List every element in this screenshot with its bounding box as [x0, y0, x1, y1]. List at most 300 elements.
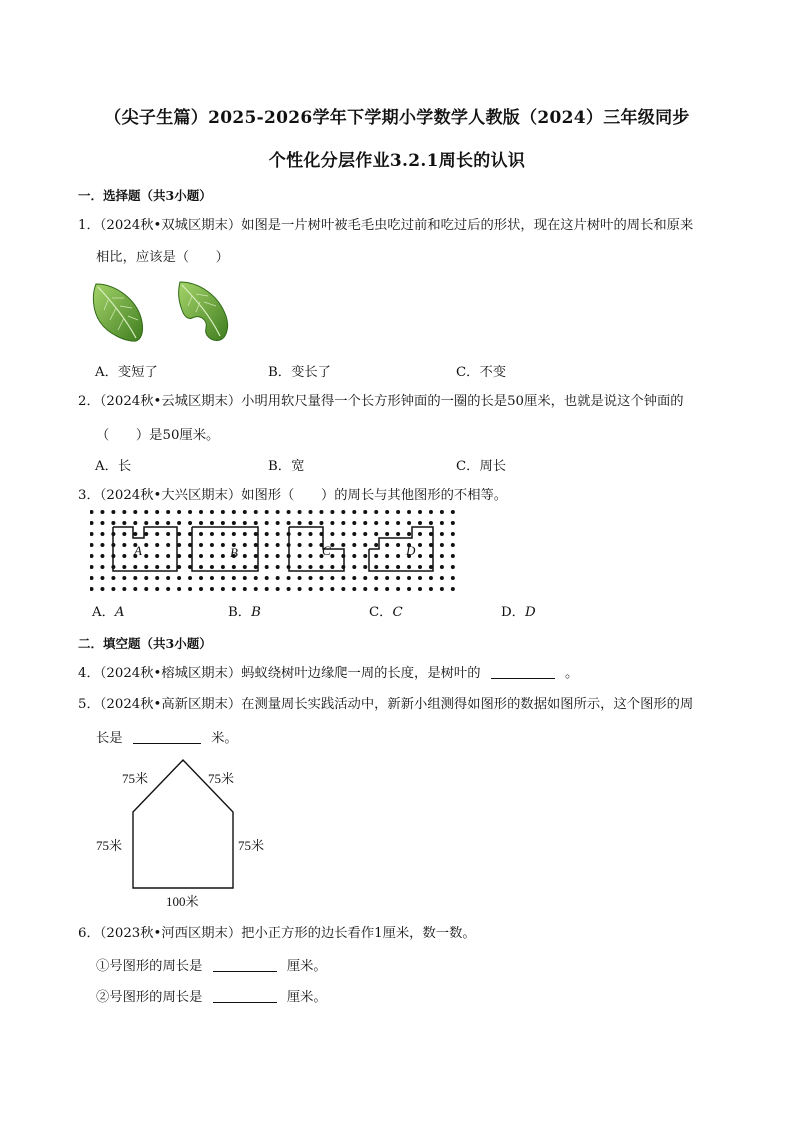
grid-dot — [199, 510, 203, 514]
grid-dot — [374, 543, 378, 547]
grid-dot — [210, 554, 214, 558]
grid-dot — [341, 587, 345, 591]
grid-dot — [341, 532, 345, 536]
grid-dot — [177, 510, 181, 514]
grid-dot — [265, 554, 269, 558]
q3-option-b-prefix: B． — [228, 605, 252, 620]
grid-dot — [341, 576, 345, 580]
q3-option-a-letter: A — [114, 605, 125, 620]
grid-dot — [254, 532, 258, 536]
grid-dot — [188, 510, 192, 514]
grid-dot — [100, 576, 104, 580]
grid-dot — [418, 554, 422, 558]
grid-dot — [407, 521, 411, 525]
grid-dot — [363, 565, 367, 569]
grid-dot — [276, 510, 280, 514]
q5-text-a: 长是 — [96, 731, 123, 746]
grid-dot — [330, 543, 334, 547]
grid-dot — [429, 576, 433, 580]
q6-sub1-answer-blank[interactable] — [213, 957, 277, 972]
q1-option-a[interactable]: A．变短了 — [95, 365, 158, 380]
q1-text-line2: 相比，应该是（ ） — [96, 250, 229, 265]
label-roof-left: 75米 — [122, 771, 149, 786]
grid-dot — [341, 521, 345, 525]
grid-dot — [232, 587, 236, 591]
grid-dot — [177, 587, 181, 591]
grid-dot — [385, 554, 389, 558]
page-title-line1: （尖子生篇）2025-2026学年下学期小学数学人教版（2024）三年级同步 — [104, 108, 690, 128]
grid-dot — [363, 510, 367, 514]
q3-option-c-letter: C — [392, 605, 403, 620]
grid-dot — [90, 554, 94, 558]
grid-dot — [122, 587, 126, 591]
label-wall-left: 75米 — [96, 838, 123, 853]
grid-dot — [111, 587, 115, 591]
grid-dot — [396, 532, 400, 536]
grid-dot — [276, 543, 280, 547]
grid-dot — [265, 521, 269, 525]
grid-dot — [276, 576, 280, 580]
q6-sub1 — [96, 955, 327, 974]
grid-dot — [166, 576, 170, 580]
grid-dot — [155, 532, 159, 536]
grid-dot — [100, 554, 104, 558]
grid-dot — [232, 532, 236, 536]
label-base: 100米 — [166, 894, 199, 909]
grid-dot — [374, 510, 378, 514]
shape-c-outline — [289, 527, 344, 571]
grid-dot — [352, 543, 356, 547]
grid-dot — [243, 587, 247, 591]
grid-dot — [451, 510, 455, 514]
grid-dot — [111, 576, 115, 580]
grid-dot — [440, 521, 444, 525]
grid-dot — [221, 532, 225, 536]
grid-dot — [352, 521, 356, 525]
grid-dot — [309, 576, 313, 580]
grid-dot — [221, 521, 225, 525]
grid-dot — [407, 510, 411, 514]
grid-dot — [352, 587, 356, 591]
grid-dot — [166, 554, 170, 558]
grid-dot — [309, 543, 313, 547]
q6-sub2-text: ②号图形的周长是 — [96, 990, 203, 1005]
q2-text-line2: （ ）是50厘米。 — [96, 428, 220, 443]
grid-dot — [210, 532, 214, 536]
grid-dot — [100, 565, 104, 569]
shape-b-label: B — [230, 545, 238, 560]
q3-option-a[interactable] — [92, 601, 125, 620]
grid-dot — [144, 554, 148, 558]
grid-dot — [155, 554, 159, 558]
house-shape-figure — [90, 752, 280, 912]
grid-dot — [440, 587, 444, 591]
shape-a-label: A — [134, 543, 142, 558]
grid-dot — [309, 587, 313, 591]
grid-dot — [276, 532, 280, 536]
q3-text: 3．（2024秋•大兴区期末）如图形（ ）的周长与其他图形的不相等。 — [78, 488, 508, 503]
grid-dot — [265, 587, 269, 591]
grid-dot — [287, 521, 291, 525]
grid-dot — [287, 510, 291, 514]
grid-dot — [298, 576, 302, 580]
grid-dot — [309, 554, 313, 558]
grid-dot — [319, 521, 323, 525]
section-fill-heading: 二．填空题（共3小题） — [78, 636, 212, 651]
grid-dot — [144, 587, 148, 591]
grid-dot — [330, 510, 334, 514]
grid-dot — [243, 543, 247, 547]
q1-text-line1: 1．（2024秋•双城区期末）如图是一片树叶被毛毛虫吃过前和吃过后的形状，现在这片树叶的周长和原来 — [78, 218, 694, 233]
grid-dot — [199, 587, 203, 591]
grid-dot — [166, 521, 170, 525]
grid-dot — [232, 565, 236, 569]
grid-dot — [155, 521, 159, 525]
grid-dot — [374, 554, 378, 558]
grid-dot — [396, 521, 400, 525]
grid-dot — [144, 576, 148, 580]
grid-dot — [309, 510, 313, 514]
grid-dot — [330, 565, 334, 569]
grid-dot — [298, 510, 302, 514]
grid-dot — [352, 532, 356, 536]
grid-dot — [363, 543, 367, 547]
grid-dot — [166, 565, 170, 569]
grid-dot — [188, 521, 192, 525]
grid-dot — [396, 587, 400, 591]
grid-dot — [309, 532, 313, 536]
label-wall-right: 75米 — [238, 838, 265, 853]
grid-dot — [133, 510, 137, 514]
grid-dot — [352, 510, 356, 514]
shape-c-label: C — [322, 543, 331, 558]
grid-dot — [385, 532, 389, 536]
grid-dot — [418, 565, 422, 569]
grid-dot — [254, 510, 258, 514]
q1-option-c[interactable]: C．不变 — [456, 365, 507, 380]
grid-dot — [122, 554, 126, 558]
grid-dot — [265, 532, 269, 536]
grid-dot — [363, 587, 367, 591]
grid-dot — [155, 587, 159, 591]
q3-option-a-prefix: A． — [92, 605, 115, 620]
grid-dot — [298, 532, 302, 536]
q5-answer-blank[interactable] — [133, 729, 201, 744]
grid-dot — [418, 510, 422, 514]
q3-option-d-letter: D — [524, 605, 536, 620]
grid-dot — [254, 521, 258, 525]
grid-dot — [451, 565, 455, 569]
grid-dot — [122, 532, 126, 536]
grid-dot — [254, 565, 258, 569]
grid-dot — [276, 554, 280, 558]
grid-dot — [396, 565, 400, 569]
grid-dot — [199, 521, 203, 525]
grid-dot — [429, 521, 433, 525]
grid-dot — [243, 510, 247, 514]
grid-dot — [396, 543, 400, 547]
q6-sub1-text: ①号图形的周长是 — [96, 959, 203, 974]
q2-option-b[interactable]: B．宽 — [268, 459, 305, 474]
grid-dot — [199, 576, 203, 580]
q4-end: 。 — [564, 666, 579, 681]
grid-dot — [122, 565, 126, 569]
grid-dot — [407, 532, 411, 536]
grid-dot — [111, 521, 115, 525]
q3-option-d[interactable] — [501, 601, 536, 620]
grid-dot — [144, 510, 148, 514]
grid-dot — [243, 554, 247, 558]
q4-line — [78, 664, 578, 684]
q5-text-b: 米。 — [211, 731, 238, 746]
grid-dot — [287, 576, 291, 580]
grid-dot — [396, 554, 400, 558]
grid-dot — [385, 510, 389, 514]
grid-dot — [298, 565, 302, 569]
grid-dot — [166, 543, 170, 547]
grid-dot — [374, 521, 378, 525]
grid-dot — [363, 554, 367, 558]
grid-dot — [396, 576, 400, 580]
grid-dot — [221, 510, 225, 514]
grid-dot — [221, 565, 225, 569]
grid-dot — [122, 521, 126, 525]
q5-line2 — [96, 727, 238, 746]
grid-dot — [221, 587, 225, 591]
grid-dot — [254, 587, 258, 591]
grid-dot — [254, 554, 258, 558]
grid-dot — [243, 565, 247, 569]
grid-dot — [352, 554, 356, 558]
grid-dot — [243, 576, 247, 580]
grid-dot — [243, 521, 247, 525]
grid-dot — [352, 565, 356, 569]
grid-dot — [418, 587, 422, 591]
grid-dot — [100, 532, 104, 536]
grid-dot — [440, 576, 444, 580]
grid-dot — [418, 521, 422, 525]
grid-dot — [440, 543, 444, 547]
grid-dot — [210, 565, 214, 569]
grid-dot — [177, 521, 181, 525]
grid-dot — [385, 576, 389, 580]
q2-option-a[interactable]: A．长 — [95, 459, 132, 474]
grid-dot — [90, 543, 94, 547]
q5-text-line1: 5．（2024秋•高新区期末）在测量周长实践活动中，新新小组测得如图形的数据如图所示，这个图形的周 — [78, 697, 694, 712]
grid-dot — [199, 565, 203, 569]
grid-dot — [133, 565, 137, 569]
q2-text-line1: 2．（2024秋•云城区期末）小明用软尺量得一个长方形钟面的一圈的长是50厘米，也就是说这个钟面的 — [78, 394, 684, 409]
grid-dot — [210, 510, 214, 514]
q3-option-c-prefix: C． — [369, 605, 393, 620]
grid-dot — [155, 543, 159, 547]
q3-option-c[interactable] — [369, 601, 403, 620]
grid-dot — [385, 565, 389, 569]
grid-dot — [199, 532, 203, 536]
grid-dot — [429, 587, 433, 591]
grid-dot — [90, 565, 94, 569]
label-roof-right: 75米 — [208, 771, 235, 786]
grid-dot — [385, 543, 389, 547]
grid-dot — [418, 576, 422, 580]
q4-answer-blank[interactable] — [491, 664, 555, 679]
grid-dot — [451, 576, 455, 580]
grid-dot — [341, 510, 345, 514]
grid-dot — [90, 576, 94, 580]
grid-dot — [440, 510, 444, 514]
grid-dot — [319, 565, 323, 569]
grid-dot — [243, 532, 247, 536]
grid-dot — [232, 510, 236, 514]
grid-dot — [451, 554, 455, 558]
grid-dot — [330, 532, 334, 536]
grid-dot — [155, 576, 159, 580]
grid-dot — [374, 532, 378, 536]
grid-dot — [100, 543, 104, 547]
grid-dot — [451, 521, 455, 525]
grid-dot — [374, 576, 378, 580]
grid-dot — [265, 576, 269, 580]
q6-sub2-unit: 厘米。 — [286, 990, 327, 1005]
grid-dot — [166, 587, 170, 591]
grid-dot — [319, 587, 323, 591]
grid-dot — [199, 554, 203, 558]
grid-dot — [276, 521, 280, 525]
grid-dot — [188, 576, 192, 580]
grid-dot — [298, 543, 302, 547]
grid-dot — [418, 543, 422, 547]
grid-dot — [352, 576, 356, 580]
grid-dot — [319, 510, 323, 514]
grid-dot — [122, 576, 126, 580]
grid-dot — [133, 532, 137, 536]
grid-dot — [111, 510, 115, 514]
grid-dot — [440, 532, 444, 536]
grid-dot — [199, 543, 203, 547]
grid-dot — [276, 587, 280, 591]
shape-d-outline — [369, 527, 433, 571]
grid-dot — [232, 576, 236, 580]
q6-text: 6．（2023秋•河西区期末）把小正方形的边长看作1厘米，数一数。 — [78, 926, 476, 941]
grid-dot — [385, 587, 389, 591]
grid-dot — [451, 587, 455, 591]
leaf-after-image — [179, 282, 228, 340]
grid-dot — [287, 587, 291, 591]
grid-dot — [254, 576, 258, 580]
q4-text: 4．（2024秋•榕城区期末）蚂蚁绕树叶边缘爬一周的长度，是树叶的 — [78, 666, 481, 681]
grid-dot — [298, 521, 302, 525]
q3-option-b[interactable] — [228, 601, 261, 620]
grid-dot — [309, 521, 313, 525]
grid-dot — [330, 587, 334, 591]
grid-dot — [276, 565, 280, 569]
grid-dot — [188, 587, 192, 591]
q3-option-d-prefix: D． — [501, 605, 525, 620]
q6-sub2 — [96, 986, 327, 1005]
grid-dot — [144, 543, 148, 547]
grid-dot — [298, 554, 302, 558]
grid-dot — [90, 521, 94, 525]
grid-dot — [210, 543, 214, 547]
shape-d-label: D — [406, 543, 416, 558]
grid-dot — [155, 510, 159, 514]
grid-dot — [90, 510, 94, 514]
grid-dot — [144, 565, 148, 569]
grid-dot — [177, 576, 181, 580]
grid-dot — [407, 587, 411, 591]
grid-dot — [166, 532, 170, 536]
grid-dot — [330, 554, 334, 558]
grid-dot — [232, 521, 236, 525]
q1-option-b[interactable]: B．变长了 — [268, 365, 331, 380]
grid-dot — [90, 532, 94, 536]
dot-grid — [90, 510, 455, 591]
grid-dot — [265, 543, 269, 547]
grid-dot — [221, 576, 225, 580]
grid-dot — [309, 565, 313, 569]
grid-dot — [122, 543, 126, 547]
grid-dot — [363, 521, 367, 525]
grid-dot — [385, 521, 389, 525]
grid-dot — [451, 543, 455, 547]
grid-dot — [418, 532, 422, 536]
q3-option-b-letter: B — [251, 605, 261, 620]
grid-dot — [133, 521, 137, 525]
q2-option-c[interactable]: C．周长 — [456, 459, 507, 474]
grid-dot — [133, 576, 137, 580]
grid-dot — [100, 521, 104, 525]
grid-dot — [440, 554, 444, 558]
grid-dot — [155, 565, 159, 569]
dot-grid-figure — [90, 507, 460, 593]
grid-dot — [396, 510, 400, 514]
grid-dot — [374, 587, 378, 591]
grid-dot — [166, 510, 170, 514]
grid-dot — [144, 532, 148, 536]
grid-dot — [319, 576, 323, 580]
grid-dot — [122, 510, 126, 514]
grid-dot — [330, 576, 334, 580]
page-title-line2: 个性化分层作业3.2.1周长的认识 — [268, 151, 526, 171]
grid-dot — [298, 587, 302, 591]
grid-dot — [133, 587, 137, 591]
grid-dot — [330, 521, 334, 525]
grid-dot — [374, 565, 378, 569]
grid-dot — [363, 576, 367, 580]
grid-dot — [265, 510, 269, 514]
grid-dot — [429, 510, 433, 514]
grid-dot — [90, 587, 94, 591]
grid-dot — [144, 521, 148, 525]
grid-dot — [407, 565, 411, 569]
grid-dot — [341, 543, 345, 547]
q6-sub2-answer-blank[interactable] — [213, 988, 277, 1003]
leaf-before-image — [93, 284, 142, 341]
grid-dot — [210, 521, 214, 525]
grid-dot — [210, 576, 214, 580]
grid-dot — [210, 587, 214, 591]
grid-dot — [100, 510, 104, 514]
section-choice-heading: 一．选择题（共3小题） — [78, 188, 212, 203]
grid-dot — [100, 587, 104, 591]
grid-dot — [254, 543, 258, 547]
leaf-figures — [86, 278, 236, 344]
grid-dot — [265, 565, 269, 569]
grid-dot — [451, 532, 455, 536]
grid-dot — [407, 576, 411, 580]
q6-sub1-unit: 厘米。 — [286, 959, 327, 974]
grid-dot — [221, 543, 225, 547]
